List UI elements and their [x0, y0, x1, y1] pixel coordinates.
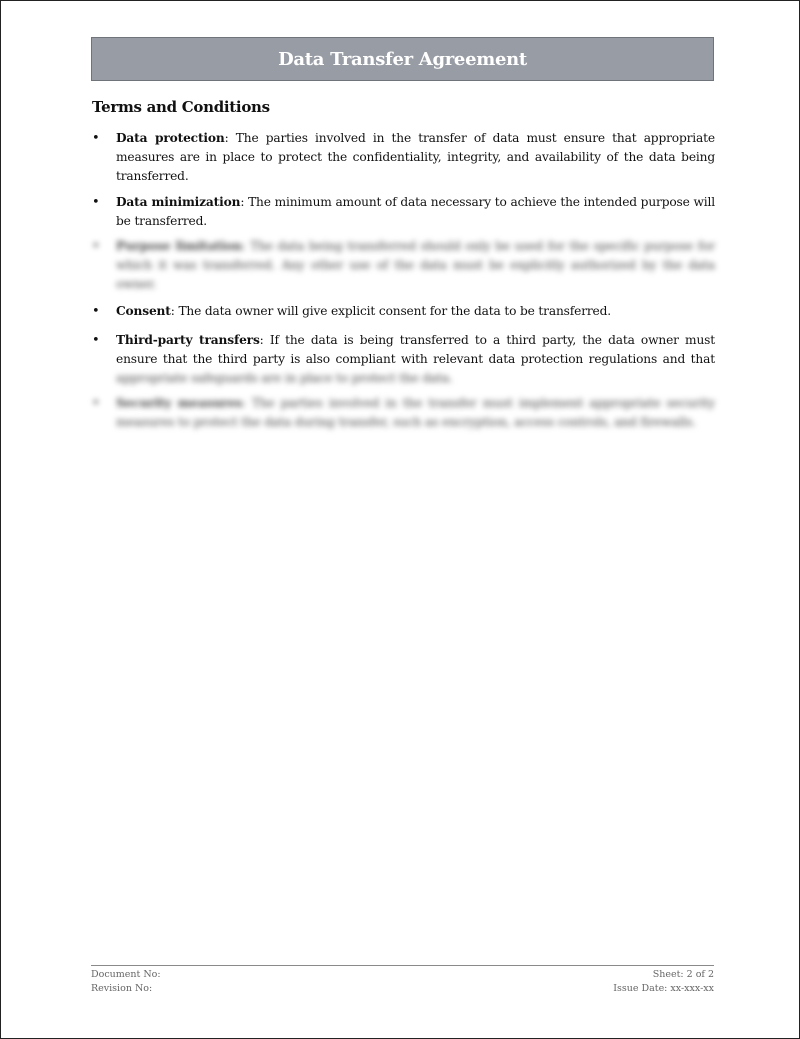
title-bar — [91, 37, 714, 81]
term-label: Third-party transfers — [116, 333, 260, 347]
term-description: If the data is being transferred to a third party, the data owner must ensure that the third party is also compliant with relevant data protection regulations and that — [116, 333, 716, 366]
list-item: • Data minimization: The minimum amount of data necessary to achieve the intended purpose will be transferred. — [92, 195, 715, 228]
bullet-icon: • — [92, 239, 100, 254]
bullet-icon: • — [92, 333, 100, 348]
term-description-blurred-tail: appropriate safeguards are in place to protect the data. — [116, 371, 453, 385]
document-no-label: Document No: — [91, 969, 161, 980]
term-description: The parties involved in the transfer of data must ensure that appropriate measures are in place to protect the confidentiality, integrity, and availability of the data being transferred. — [116, 131, 715, 183]
term-label: Purpose limitation — [116, 239, 242, 253]
list-item: • Consent: The data owner will give explicit consent for the data to be transferred. — [92, 304, 611, 319]
list-item: • Third-party transfers: If the data is being transferred to a third party, the data owner must ensure that the third party is also compliant with relevant data protection regulations and that appropriate safeguards are in place to protect the data. — [92, 333, 716, 385]
term-description: The parties involved in the transfer must implement appropriate security measures to protect the data during transfer, such as encryption, access controls, and firewalls. — [116, 396, 715, 429]
term-label: Consent — [116, 304, 171, 318]
term-label: Data protection — [116, 131, 225, 145]
list-item: • Data protection: The parties involved in the transfer of data must ensure that appropriate measures are in place to protect the confidentiality, integrity, and availability of the data being transferred. — [92, 131, 715, 183]
term-label: Security measures — [116, 396, 242, 410]
issue-date: Issue Date: xx-xxx-xx — [613, 983, 714, 994]
term-label: Data minimization — [116, 195, 241, 209]
bullet-icon: • — [92, 396, 100, 411]
section-heading: Terms and Conditions — [92, 98, 270, 116]
term-description: The data owner will give explicit consent for the data to be transferred. — [178, 304, 611, 318]
bullet-icon: • — [92, 195, 100, 210]
list-item-blurred: • Purpose limitation: The data being transferred should only be used for the specific purpose for which it was transferred. Any other use of the data must be explicitly authorized by the data owner. — [92, 239, 715, 291]
sheet-number: Sheet: 2 of 2 — [652, 969, 714, 980]
page-footer — [91, 965, 714, 996]
bullet-icon: • — [92, 304, 100, 319]
term-description: The data being transferred should only be used for the specific purpose for which it was transferred. Any other use of the data must be explicitly authorized by the data owner. — [116, 239, 715, 291]
revision-no-label: Revision No: — [91, 983, 153, 994]
list-item-blurred: • Security measures: The parties involved in the transfer must implement appropriate security measures to protect the data during transfer, such as encryption, access controls, and firewalls. — [92, 396, 715, 429]
term-description: The minimum amount of data necessary to achieve the intended purpose will be transferred. — [116, 195, 715, 228]
document-title: Data Transfer Agreement — [278, 48, 527, 70]
bullet-icon: • — [92, 131, 100, 146]
footer-row-2 — [91, 982, 714, 996]
footer-row-1 — [91, 968, 714, 982]
